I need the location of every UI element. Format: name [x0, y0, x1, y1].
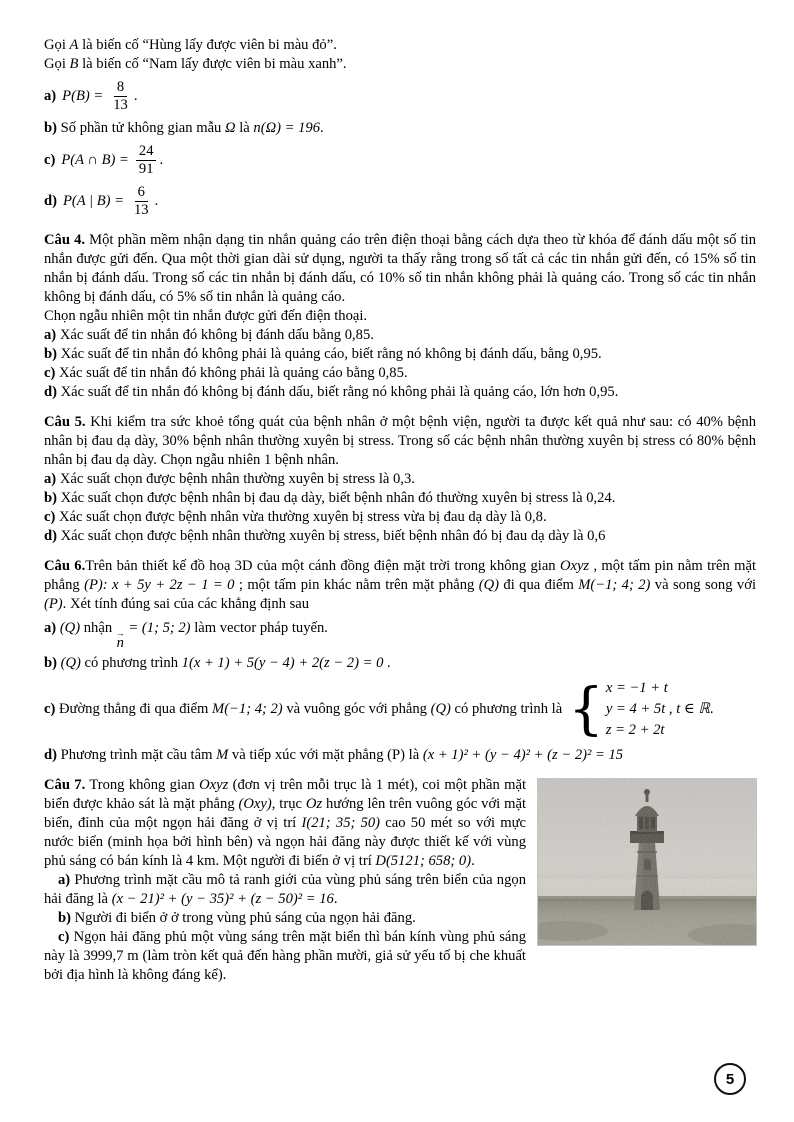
q6-option-b	[44, 654, 756, 673]
fraction-denominator: 13	[134, 202, 149, 218]
q5-option-c	[44, 508, 756, 527]
text-run: .	[471, 853, 475, 869]
q4-option-b	[44, 345, 756, 364]
text-run: .	[154, 193, 159, 209]
text-run: Ngọn hải đăng phủ một vùng sáng trên mặt biển thì bán kính vùng phủ sáng này là 3999,7 m (làm tròn kết quả đến hàng phần mười, giả sử yếu tố bị che khuất bởi địa hình là không đáng kể).	[44, 929, 526, 983]
math-run: 1(x + 1) + 5(y − 4) + 2(z − 2) = 0	[181, 655, 384, 671]
math-run: (Oxy)	[238, 796, 272, 812]
text-run: Trong không gian	[85, 777, 200, 793]
text-run: có phương trình là	[450, 701, 563, 717]
math-run: (x + 1)² + (y − 4)² + (z − 2)² = 15	[422, 747, 624, 763]
text-run: và vuông góc với phẳng	[282, 701, 431, 717]
math-run: n	[116, 635, 124, 651]
text-run: , trục	[271, 796, 306, 812]
math-run: A	[69, 37, 79, 53]
text-run: . Xét tính đúng sai của các khẳng định sau	[62, 596, 310, 612]
option-label: a)	[44, 88, 57, 104]
text-run: Đường thẳng đi qua điểm	[55, 701, 213, 717]
text-run: Một phần mềm nhận dạng tin nhắn quảng cáo trên điện thoại bằng cách dựa theo từ khóa để đánh dấu một số tin nhắn được gửi đến. Qua một thời gian dài sử dụng, người ta thấy rằng trong số tất cả các tin nhắn gửi đến, có 15% số tin nhắn bị đánh dấu. Trong số các tin nhắn bị đánh dấu, có 10% số tin nhắn không phải là quảng cáo. Trong số các tin nhắn không bị đánh dấu, có 5% số tin nhắn là quảng cáo.	[44, 232, 756, 305]
fraction	[136, 143, 157, 178]
text-run: đi qua điểm	[499, 577, 579, 593]
q6-option-a	[44, 619, 756, 649]
fraction-numerator: 8	[114, 79, 127, 97]
system-line-y: y = 4 + 5t , t ∈ ℝ	[605, 701, 710, 717]
question-number: Câu 5.	[44, 414, 86, 430]
option-label: c)	[44, 701, 56, 717]
math-run: P(B) =	[62, 88, 104, 104]
text-run: , một tấm pin nằm trên mặt phẳng	[44, 558, 757, 593]
q6-option-c	[44, 678, 756, 741]
system-lines	[606, 678, 710, 741]
text-run: .	[133, 88, 138, 104]
fraction	[131, 184, 152, 219]
option-label: d)	[44, 193, 57, 209]
text-run: Gọi	[44, 37, 70, 53]
option-label: b)	[44, 490, 57, 506]
question-6	[44, 557, 756, 765]
q6-intro	[44, 557, 756, 614]
fraction	[110, 79, 131, 114]
math-run: n(Ω) = 196	[253, 120, 321, 136]
text-run: và tiếp xúc với mặt phẳng (P) là	[228, 747, 423, 763]
option-label: a)	[44, 327, 57, 343]
math-run: M	[216, 747, 229, 763]
math-run: Oz	[305, 796, 323, 812]
math-run: I(21; 35; 50)	[301, 815, 381, 831]
given-event-b	[44, 55, 756, 74]
text-run: Phương trình mặt cầu mô tả ranh giới của vùng phủ sáng trên biển của ngọn hải đăng là	[44, 872, 526, 907]
text-run: Xác suất chọn được bệnh nhân vừa thường xuyên bị stress vừa bị đau dạ dày là 0,8.	[55, 509, 547, 525]
text-run: và song song với	[650, 577, 757, 593]
text-run: Người đi biển ở ở trong vùng phủ sáng của ngọn hải đăng.	[70, 910, 416, 926]
text-run: .	[320, 120, 324, 136]
text-run: Gọi	[44, 56, 70, 72]
option-label: c)	[44, 365, 56, 381]
math-run: = (1; 5; 2)	[124, 620, 191, 636]
q5-intro	[44, 413, 756, 470]
fraction-denominator: 13	[113, 97, 128, 113]
math-run: B	[69, 56, 79, 72]
lighthouse-photo	[538, 779, 756, 945]
text-run: .	[333, 891, 338, 907]
math-run: (P)	[44, 596, 63, 612]
option-label: b)	[44, 120, 57, 136]
text-run: là biến cố “Nam lấy được viên bi màu xanh”.	[78, 56, 347, 72]
math-run: (x − 21)² + (y − 35)² + (z − 50)² = 16	[111, 891, 334, 907]
q3-option-b	[44, 119, 756, 138]
math-run: P(A | B) =	[62, 193, 124, 209]
text-run: Phương trình mặt cầu tâm	[56, 747, 217, 763]
option-label: a)	[44, 471, 57, 487]
math-run: Ω	[225, 120, 236, 136]
q3-option-a	[44, 78, 756, 115]
text-run: cao 50 mét so với mực nước biển (minh họa bởi hình bên) và ngọn hải đăng này được thiết kế với vùng phủ sáng có bán kính là 4 km. Một người đi biển ở vị trí	[44, 815, 526, 869]
text-run: Xác suất để tin nhắn đó không phải là quảng cáo, biết rằng nó không bị đánh dấu, bằng 0,95.	[56, 346, 602, 362]
math-run: (Q)	[478, 577, 499, 593]
text-run: Trên bản thiết kế đồ hoạ 3D của một cánh đồng điện mặt trời trong không gian	[85, 558, 560, 574]
text-run: là biến cố “Hùng lấy được viên bi màu đỏ”.	[78, 37, 337, 53]
q4-option-a	[44, 326, 756, 345]
math-run: (Q)	[56, 655, 81, 671]
math-run: Oxyz	[559, 558, 590, 574]
text-run: Xác suất chọn được bệnh nhân bị đau dạ dày, biết bệnh nhân đó thường xuyên bị stress là 0,24.	[56, 490, 616, 506]
system-brace: {	[568, 676, 604, 742]
page-number: 5	[714, 1063, 746, 1095]
option-label: c)	[44, 509, 56, 525]
q4-line2: Chọn ngẫu nhiên một tin nhắn được gửi đến điện thoại.	[44, 308, 368, 324]
math-run: M(−1; 4; 2)	[212, 701, 283, 717]
q5-option-d	[44, 527, 756, 546]
q4-intro	[44, 231, 756, 307]
text-run: ; một tấm pin khác nằm trên mặt phẳng	[234, 577, 479, 593]
photo-grain	[538, 779, 756, 945]
q6-option-d	[44, 746, 756, 765]
text-run	[44, 700, 562, 719]
q3-option-d	[44, 183, 756, 220]
fraction-numerator: 24	[136, 143, 157, 161]
given-event-a	[44, 36, 756, 55]
text-run: Xác suất chọn được bệnh nhân thường xuyên bị stress là 0,3.	[56, 471, 415, 487]
math-run: Oxyz	[199, 777, 229, 793]
question-4	[44, 231, 756, 402]
question-number: Câu 4.	[44, 232, 86, 248]
option-label: b)	[44, 346, 57, 362]
vector-n-notation	[116, 630, 125, 649]
text-run: Xác suất chọn được bệnh nhân thường xuyên bị stress, biết bệnh nhân đó bị đau dạ dày là 0,6	[56, 528, 606, 544]
text-run: Xác suất để tin nhắn đó không phải là quảng cáo bằng 0,85.	[55, 365, 408, 381]
q4-option-c	[44, 364, 756, 383]
lighthouse-illustration	[538, 779, 756, 945]
text-run: hướng lên trên vuông góc với mặt biển, đỉnh của một ngọn hải đăng ở vị trí	[44, 796, 526, 831]
math-run: D(5121; 658; 0)	[375, 853, 472, 869]
text-run: Xác suất để tin nhắn đó không bị đánh dấu bằng 0,85.	[56, 327, 374, 343]
math-run: (Q)	[56, 620, 81, 636]
vector-arrow-icon: →	[115, 628, 125, 638]
system-line-x: x = −1 + t	[605, 680, 668, 696]
fraction-denominator: 91	[138, 161, 154, 177]
text-run: .	[159, 152, 164, 168]
q4-option-d	[44, 383, 756, 402]
option-label: c)	[44, 152, 56, 168]
math-run: M(−1; 4; 2)	[578, 577, 651, 593]
question3-answers	[44, 36, 756, 220]
question-number: Câu 7.	[44, 777, 86, 793]
question-5	[44, 413, 756, 546]
text-run: Xác suất để tin nhắn đó không bị đánh dấu, biết rằng nó không phải là quảng cáo, lớn hơn 0,95.	[56, 384, 619, 400]
q3-option-c	[44, 142, 756, 179]
text-run: .	[383, 655, 391, 671]
option-label: d)	[44, 747, 57, 763]
equation-system	[568, 678, 710, 741]
option-label: a)	[44, 620, 57, 636]
text-run: nhận	[80, 620, 116, 636]
option-label: d)	[44, 528, 57, 544]
question-7	[44, 776, 756, 985]
text-run: (đơn vị trên mỗi trục là 1 mét), coi một phần mặt biển được khảo sát là mặt phẳng	[44, 777, 527, 812]
option-label: b)	[44, 655, 57, 671]
option-label: a)	[58, 872, 71, 888]
option-label: d)	[44, 384, 57, 400]
math-run: P(A ∩ B) =	[61, 152, 129, 168]
text-run: làm vector pháp tuyến.	[190, 620, 328, 636]
q5-option-b	[44, 489, 756, 508]
text-run: Số phần tử không gian mẫu	[56, 120, 226, 136]
text-run: có phương trình	[80, 655, 182, 671]
fraction-numerator: 6	[135, 184, 148, 202]
math-run: (P): x + 5y + 2z − 1 = 0	[84, 577, 235, 593]
option-label: c)	[58, 929, 70, 945]
question-number: Câu 6.	[44, 558, 86, 574]
q5-option-a	[44, 470, 756, 489]
system-line-z: z = 2 + 2t	[605, 722, 665, 738]
text-run: Khi kiểm tra sức khoẻ tổng quát của bệnh nhân ở một bệnh viện, người ta được kết quả như sau: có 40% bệnh nhân bị đau dạ dày, 30% bệnh nhân thường xuyên bị stress. Trong số các bệnh nhân thường xuyên bị stress có 80% bệnh nhân bị đau dạ dày. Chọn ngẫu nhiên 1 bệnh nhân.	[44, 414, 756, 468]
text-run: .	[709, 701, 714, 717]
math-run: (Q)	[430, 701, 451, 717]
option-label: b)	[58, 910, 71, 926]
text-run: là	[235, 120, 254, 136]
